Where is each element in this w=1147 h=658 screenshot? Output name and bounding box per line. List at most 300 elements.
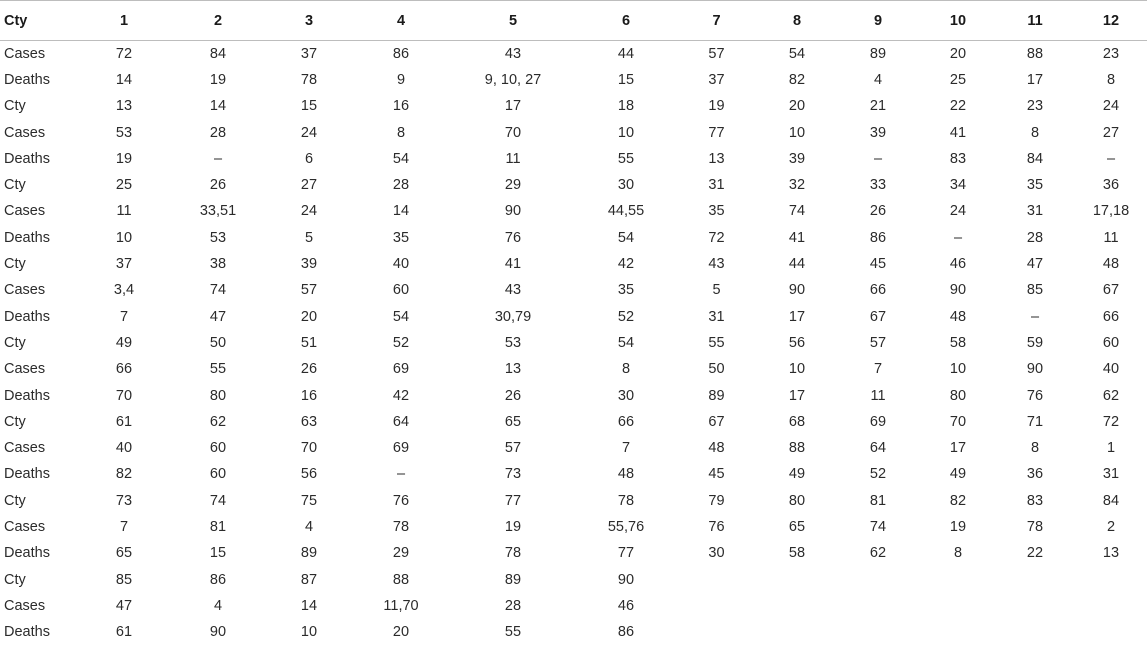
table-cell: 90 [949, 282, 967, 299]
table-cell: 55 [617, 150, 635, 167]
table-cell [759, 593, 835, 619]
table-cell: 72 [708, 229, 725, 246]
table-cell: 35 [392, 229, 410, 246]
table-cell: 30 [617, 387, 635, 404]
table-cell: 41 [788, 229, 806, 246]
table-cell: 10 [788, 124, 806, 141]
table-cell: 13 [708, 150, 725, 167]
table-cell: 10 [300, 624, 318, 641]
table-cell: 10 [949, 361, 967, 378]
table-cell: 7 [119, 518, 129, 535]
row-label: Cty [4, 177, 26, 194]
table-cell: 7 [621, 440, 631, 457]
table-row [0, 435, 1147, 461]
table-cell: 41 [949, 124, 967, 141]
row-label: Deaths [4, 545, 50, 562]
table-cell: 49 [115, 334, 133, 351]
table-cell: 47 [1026, 256, 1044, 273]
table-cell: 31 [1026, 203, 1044, 220]
table-cell: 8 [1030, 440, 1040, 457]
table-row [0, 566, 1147, 592]
table-cell: 57 [504, 440, 522, 457]
table-cell: 54 [788, 45, 806, 62]
table-cell [921, 593, 995, 619]
table-cell: 72 [115, 45, 133, 62]
table-cell: 11 [870, 387, 886, 404]
table-cell: 73 [115, 492, 133, 509]
table-cell: 73 [504, 466, 522, 483]
table-cell: 37 [708, 71, 725, 88]
row-label: Cty [4, 98, 26, 115]
table-row [0, 409, 1147, 435]
table-cell: 55 [504, 624, 522, 641]
row-label: Cases [4, 597, 46, 614]
table-cell: 13 [1102, 545, 1120, 562]
table-cell [835, 619, 921, 645]
table-cell: 70 [115, 387, 133, 404]
table-cell [674, 619, 759, 645]
table-cell: 90 [504, 203, 522, 220]
table-cell: 76 [392, 492, 410, 509]
table-cell: 74 [209, 282, 227, 299]
table-cell: 86 [392, 45, 410, 62]
table-cell: 17 [1026, 71, 1044, 88]
table-cell: 84 [209, 45, 227, 62]
table-cell: 44 [617, 45, 635, 62]
table-cell: 15 [209, 545, 227, 562]
table-cell: 44 [788, 256, 806, 273]
table-cell: 40 [1102, 361, 1120, 378]
table-cell: 9 [396, 71, 406, 88]
table-cell: 16 [392, 98, 410, 115]
table-cell: 26 [209, 177, 227, 194]
row-label: Deaths [4, 71, 50, 88]
table-cell [995, 619, 1075, 645]
row-label: Deaths [4, 387, 50, 404]
table-cell: 88 [1026, 45, 1044, 62]
table-cell: 76 [504, 229, 522, 246]
table-cell: 48 [1102, 256, 1120, 273]
table-cell: 84 [1102, 492, 1120, 509]
table-cell: 43 [504, 45, 522, 62]
table-cell: 70 [504, 124, 522, 141]
row-label: Cases [4, 361, 46, 378]
table-cell: 7 [119, 308, 129, 325]
table-cell: 42 [392, 387, 410, 404]
row-label: Deaths [4, 150, 50, 167]
table-cell: 57 [869, 334, 887, 351]
column-header: 6 [578, 1, 674, 41]
table-cell: 60 [209, 440, 227, 457]
table-cell: 17 [788, 387, 806, 404]
table-cell: 57 [708, 45, 725, 62]
table-cell: 33,51 [199, 203, 237, 220]
table-cell: 88 [788, 440, 806, 457]
column-header: 4 [354, 1, 448, 41]
table-cell: 11 [505, 150, 521, 167]
table-cell: 22 [949, 98, 967, 115]
table-cell: 25 [949, 71, 967, 88]
table-cell: 18 [617, 98, 635, 115]
table-cell: 10 [115, 229, 133, 246]
table-cell: 54 [392, 308, 410, 325]
table-cell: 85 [1026, 282, 1044, 299]
table-row [0, 330, 1147, 356]
table-cell: 11,70 [383, 597, 419, 614]
table-cell: 67 [1102, 282, 1120, 299]
table-cell: 3,4 [113, 282, 135, 299]
table-cell: 76 [1026, 387, 1044, 404]
table-cell: 17 [949, 440, 967, 457]
table-cell: 28 [504, 597, 522, 614]
table-cell: 31 [1102, 466, 1120, 483]
table-cell: 57 [300, 282, 318, 299]
table-cell: 89 [708, 387, 725, 404]
table-cell: 64 [392, 413, 410, 430]
table-cell: 31 [708, 308, 725, 325]
table-cell: 20 [788, 98, 806, 115]
header-row-label: Cty [0, 1, 76, 41]
table-cell: 40 [115, 440, 133, 457]
table-cell: 61 [115, 413, 133, 430]
table-cell: 38 [209, 256, 227, 273]
table-cell: 37 [115, 256, 133, 273]
table-row [0, 488, 1147, 514]
row-label: Deaths [4, 624, 50, 641]
table-cell: 29 [392, 545, 410, 562]
table-cell: 15 [300, 98, 318, 115]
table-cell: 39 [869, 124, 887, 141]
table-cell: 33 [869, 177, 887, 194]
table-cell: 41 [504, 256, 522, 273]
column-header: 1 [76, 1, 172, 41]
table-cell: 86 [869, 229, 887, 246]
table-cell: 78 [392, 518, 410, 535]
table-cell: 55 [209, 361, 227, 378]
table-row [0, 619, 1147, 645]
table-cell: 65 [115, 545, 133, 562]
table-cell: 77 [504, 492, 522, 509]
table-cell: 81 [209, 518, 227, 535]
table-cell: 27 [1102, 124, 1120, 141]
table-cell: 24 [300, 203, 318, 220]
table-cell: 84 [1026, 150, 1044, 167]
table-row [0, 198, 1147, 224]
table-cell: 61 [115, 624, 133, 641]
table-cell: 82 [115, 466, 133, 483]
row-label: Cases [4, 45, 46, 62]
column-header: 5 [448, 1, 578, 41]
table-cell: 36 [1102, 177, 1120, 194]
table-cell: 19 [708, 98, 725, 115]
table-cell: 75 [300, 492, 318, 509]
column-header: 7 [674, 1, 759, 41]
table-cell: 90 [1026, 361, 1044, 378]
table-cell: 85 [115, 571, 133, 588]
table-cell: 58 [949, 334, 967, 351]
table-cell: 53 [209, 229, 227, 246]
table-row [0, 514, 1147, 540]
table-cell [835, 593, 921, 619]
table-cell: 48 [617, 466, 635, 483]
table-cell: 32 [788, 177, 806, 194]
table-cell: 14 [115, 71, 133, 88]
table-cell: – [1030, 308, 1040, 325]
table-cell: 23 [1026, 98, 1044, 115]
table-row [0, 251, 1147, 277]
table-cell: 67 [869, 308, 887, 325]
table-cell: 8 [396, 124, 406, 141]
table-cell: 26 [869, 203, 887, 220]
column-header: 11 [995, 1, 1075, 41]
row-label: Deaths [4, 466, 50, 483]
table-cell: 77 [708, 124, 725, 141]
table-cell: 46 [949, 256, 967, 273]
table-cell: 26 [504, 387, 522, 404]
table-cell: 27 [300, 177, 318, 194]
table-cell: 8 [953, 545, 963, 562]
row-label: Deaths [4, 308, 50, 325]
table-row [0, 172, 1147, 198]
table-cell: 35 [708, 203, 725, 220]
table-cell: 52 [869, 466, 887, 483]
table-cell [1075, 566, 1147, 592]
row-label: Cty [4, 413, 26, 430]
table-cell: – [396, 466, 406, 483]
table-cell: 62 [1102, 387, 1120, 404]
table-row [0, 277, 1147, 303]
table-cell: 29 [504, 177, 522, 194]
table-cell: 52 [392, 334, 410, 351]
row-label: Cases [4, 203, 46, 220]
table-cell: 2 [1106, 518, 1116, 535]
table-cell: 47 [115, 597, 133, 614]
table-cell: 13 [504, 361, 522, 378]
table-cell: 80 [209, 387, 227, 404]
table-cell: 24 [949, 203, 967, 220]
table-cell: 83 [1026, 492, 1044, 509]
column-header: 12 [1075, 1, 1147, 41]
column-header: 8 [759, 1, 835, 41]
table-cell: 4 [304, 518, 314, 535]
table-cell: 48 [708, 440, 725, 457]
table-cell: 90 [617, 571, 635, 588]
table-cell: 60 [209, 466, 227, 483]
table-cell: 71 [1026, 413, 1044, 430]
table-cell: 65 [504, 413, 522, 430]
table-cell: 11 [116, 203, 132, 220]
table-cell: 83 [949, 150, 967, 167]
table-cell: 21 [869, 98, 887, 115]
table-cell: 40 [392, 256, 410, 273]
table-cell: 79 [708, 492, 725, 509]
table-cell [759, 619, 835, 645]
table-cell: 49 [949, 466, 967, 483]
table-cell: 8 [1106, 71, 1116, 88]
table-cell: 66 [869, 282, 887, 299]
table-cell: 6 [304, 150, 314, 167]
table-cell: 56 [300, 466, 318, 483]
table-cell: – [873, 150, 883, 167]
table-cell: – [213, 150, 223, 167]
table-cell: 60 [392, 282, 410, 299]
table-cell: 66 [1102, 308, 1120, 325]
table-cell: 89 [869, 45, 887, 62]
table-cell: 66 [115, 361, 133, 378]
table-cell: 52 [617, 308, 635, 325]
row-label: Cty [4, 334, 26, 351]
table-cell: 50 [708, 361, 725, 378]
row-label: Cases [4, 440, 46, 457]
table-cell: 30,79 [494, 308, 532, 325]
table-cell: 74 [869, 518, 887, 535]
table-cell: 54 [617, 229, 635, 246]
table-cell [674, 593, 759, 619]
table-cell: 78 [504, 545, 522, 562]
table-cell: 78 [300, 71, 318, 88]
table-cell: 72 [1102, 413, 1120, 430]
table-cell: 82 [949, 492, 967, 509]
table-row [0, 225, 1147, 251]
table-cell: 20 [300, 308, 318, 325]
table-cell [995, 593, 1075, 619]
table-row [0, 41, 1147, 67]
row-label: Deaths [4, 229, 50, 246]
table-cell: 45 [869, 256, 887, 273]
table-cell [995, 566, 1075, 592]
table-cell: 87 [300, 571, 318, 588]
table-cell: 60 [1102, 334, 1120, 351]
table-cell: 89 [300, 545, 318, 562]
table-cell: 14 [209, 98, 227, 115]
table-cell: 19 [504, 518, 522, 535]
table-cell: 13 [115, 98, 133, 115]
table-cell: 35 [617, 282, 635, 299]
table-cell: 42 [617, 256, 635, 273]
table-row [0, 303, 1147, 329]
table-cell: 28 [392, 177, 410, 194]
column-header: 10 [921, 1, 995, 41]
table-cell: 81 [869, 492, 887, 509]
table-cell: 90 [209, 624, 227, 641]
table-cell: 45 [708, 466, 725, 483]
table-cell: 86 [617, 624, 635, 641]
table-row [0, 356, 1147, 382]
table-cell [921, 619, 995, 645]
table-cell: 4 [213, 597, 223, 614]
table-cell: 55,76 [607, 518, 645, 535]
table-cell: 80 [788, 492, 806, 509]
table-cell: 63 [300, 413, 318, 430]
table-cell: 43 [504, 282, 522, 299]
table-cell: 14 [392, 203, 410, 220]
table-cell: 22 [1026, 545, 1044, 562]
column-header: 3 [264, 1, 354, 41]
table-cell [759, 566, 835, 592]
table-row [0, 593, 1147, 619]
table-cell: 77 [617, 545, 635, 562]
table-cell: – [1106, 150, 1116, 167]
table-cell: 16 [300, 387, 318, 404]
row-label: Cases [4, 282, 46, 299]
table-cell: 11 [1103, 229, 1119, 246]
row-label: Cases [4, 124, 46, 141]
table-cell: 20 [949, 45, 967, 62]
table-cell: 62 [209, 413, 227, 430]
table-cell: 19 [949, 518, 967, 535]
table-cell: 62 [869, 545, 887, 562]
table-cell: 36 [1026, 466, 1044, 483]
table-cell: 59 [1026, 334, 1044, 351]
table-cell: 53 [504, 334, 522, 351]
table-cell: 48 [949, 308, 967, 325]
table-cell: 8 [621, 361, 631, 378]
table-cell: 86 [209, 571, 227, 588]
table-cell: 65 [788, 518, 806, 535]
table-row [0, 119, 1147, 145]
table-cell: 23 [1102, 45, 1120, 62]
table-header [0, 1, 1147, 41]
table-cell: 78 [1026, 518, 1044, 535]
table-cell: 76 [708, 518, 725, 535]
table-cell: 19 [115, 150, 133, 167]
table-row [0, 461, 1147, 487]
table-cell: 80 [949, 387, 967, 404]
table-cell: 15 [617, 71, 635, 88]
table-cell: 28 [209, 124, 227, 141]
table-cell: 28 [1026, 229, 1044, 246]
table-cell: 30 [617, 177, 635, 194]
table-cell: 44,55 [607, 203, 645, 220]
table-cell: 10 [617, 124, 635, 141]
table-cell [921, 566, 995, 592]
table-cell: 20 [392, 624, 410, 641]
column-header: 9 [835, 1, 921, 41]
table-cell: 24 [300, 124, 318, 141]
table-cell: 49 [788, 466, 806, 483]
table-cell: 74 [788, 203, 806, 220]
table-cell: 70 [949, 413, 967, 430]
table-cell: 68 [788, 413, 806, 430]
table-cell [835, 566, 921, 592]
table-cell: 39 [788, 150, 806, 167]
row-label: Cty [4, 492, 26, 509]
table-cell: 69 [869, 413, 887, 430]
header-row [0, 1, 1147, 41]
table-cell [674, 566, 759, 592]
table-cell: 8 [1030, 124, 1040, 141]
table-cell: 89 [504, 571, 522, 588]
table-cell: 24 [1102, 98, 1120, 115]
table-cell: 14 [300, 597, 318, 614]
table-cell: 7 [873, 361, 883, 378]
table-cell: 64 [869, 440, 887, 457]
table-cell: 70 [300, 440, 318, 457]
table-cell: 67 [708, 413, 725, 430]
table-cell: – [953, 229, 963, 246]
table-cell: 58 [788, 545, 806, 562]
table-cell: 5 [304, 229, 314, 246]
table-cell: 47 [209, 308, 227, 325]
table-cell: 4 [873, 71, 883, 88]
row-label: Cases [4, 518, 46, 535]
table-cell: 53 [115, 124, 133, 141]
table-row [0, 67, 1147, 93]
table-cell: 66 [617, 413, 635, 430]
row-label: Cty [4, 256, 26, 273]
table-cell: 43 [708, 256, 725, 273]
table-cell: 82 [788, 71, 806, 88]
